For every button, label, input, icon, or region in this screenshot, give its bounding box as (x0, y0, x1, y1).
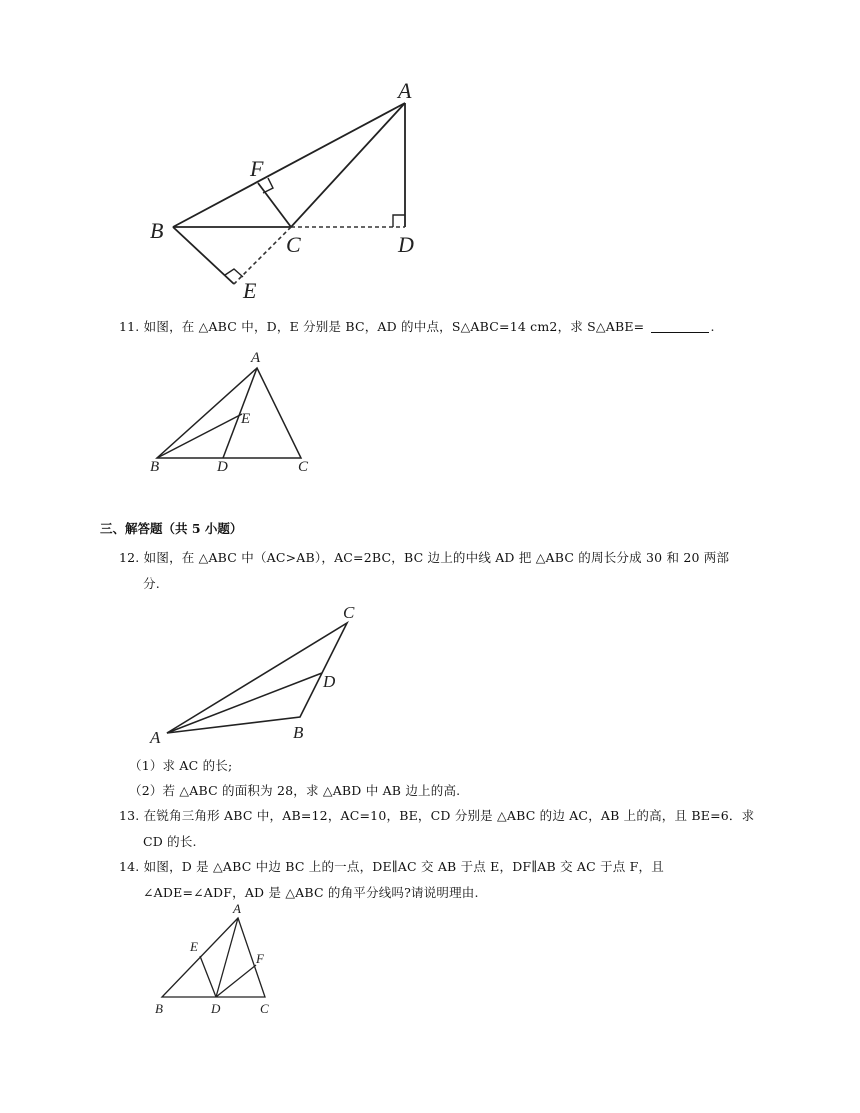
label-d: D (398, 232, 414, 257)
label-c: C (286, 232, 301, 257)
question-14-continued: ∠ADE=∠ADF，AD 是 △ABC 的角平分线吗?请说明理由. (143, 885, 479, 900)
question-13-continued: CD 的长. (143, 834, 197, 849)
label-f: F (250, 156, 264, 181)
figure-3-triangle-median (140, 600, 370, 750)
question-12-part-2: （2）若 △ABC 的面积为 28，求 △ABD 中 AB 边上的高. (129, 783, 461, 798)
question-12-continued: 分. (143, 576, 160, 591)
label-c: C (260, 1001, 269, 1016)
label-a: A (251, 350, 261, 366)
question-text: 如图，在 △ABC 中，D，E 分别是 BC，AD 的中点，S△ABC=14 cm2，求 S△ABE= (143, 319, 645, 334)
label-a: A (150, 728, 161, 747)
label-c: C (343, 603, 355, 622)
label-b: B (293, 723, 304, 742)
label-b: B (150, 218, 164, 243)
question-text-line1: 如图，在 △ABC 中（AC>AB），AC=2BC，BC 边上的中线 AD 把 △ABC 的周长分成 30 和 20 两部 (143, 550, 730, 565)
triangle-abc (162, 918, 265, 997)
label-d: D (211, 1001, 221, 1016)
segment-cf (258, 183, 291, 227)
triangle-abc (173, 103, 405, 227)
label-d: D (217, 459, 228, 475)
label-e: E (243, 278, 257, 303)
segment-ad (223, 368, 257, 458)
segment-df (216, 965, 256, 997)
question-13 (119, 804, 754, 828)
label-b: B (155, 1001, 163, 1016)
segment-de (200, 956, 216, 997)
question-number: 14. (119, 859, 140, 874)
segment-be (173, 227, 234, 284)
label-e: E (241, 411, 251, 427)
label-d: D (323, 672, 336, 691)
answer-blank (651, 318, 709, 333)
question-12 (119, 546, 729, 570)
dashed-ce (234, 227, 291, 284)
question-text-line1: 在锐角三角形 ABC 中，AB=12，AC=10，BE，CD 分别是 △ABC 的边 AC，AB 上的高，且 BE=6．求 (143, 808, 755, 823)
label-b: B (150, 459, 160, 475)
question-number: 13. (119, 808, 140, 823)
right-angle-d (393, 215, 405, 227)
label-c: C (298, 459, 309, 475)
label-a: A (398, 78, 412, 103)
question-11 (119, 315, 715, 339)
question-text-end: . (710, 319, 715, 334)
question-text-line1: 如图，D 是 △ABC 中边 BC 上的一点，DE∥AC 交 AB 于点 E，DF∥AB 交 AC 于点 F，且 (143, 859, 664, 874)
question-14 (119, 855, 664, 879)
question-12-part-1: （1）求 AC 的长; (129, 758, 233, 773)
section-title: 三、解答题（共 5 小题） (100, 521, 243, 536)
label-f: F (256, 951, 264, 966)
label-a: A (233, 901, 241, 916)
right-angle-e (225, 269, 243, 277)
figure-2-median-triangle (140, 345, 330, 480)
label-e: E (190, 939, 198, 954)
question-number: 11. (119, 319, 140, 334)
question-number: 12. (119, 550, 140, 565)
triangle-abc (157, 368, 301, 458)
figure-4-angle-bisector (150, 900, 280, 1020)
triangle-abc (167, 623, 347, 733)
figure-1-triangle-heights (140, 70, 440, 310)
